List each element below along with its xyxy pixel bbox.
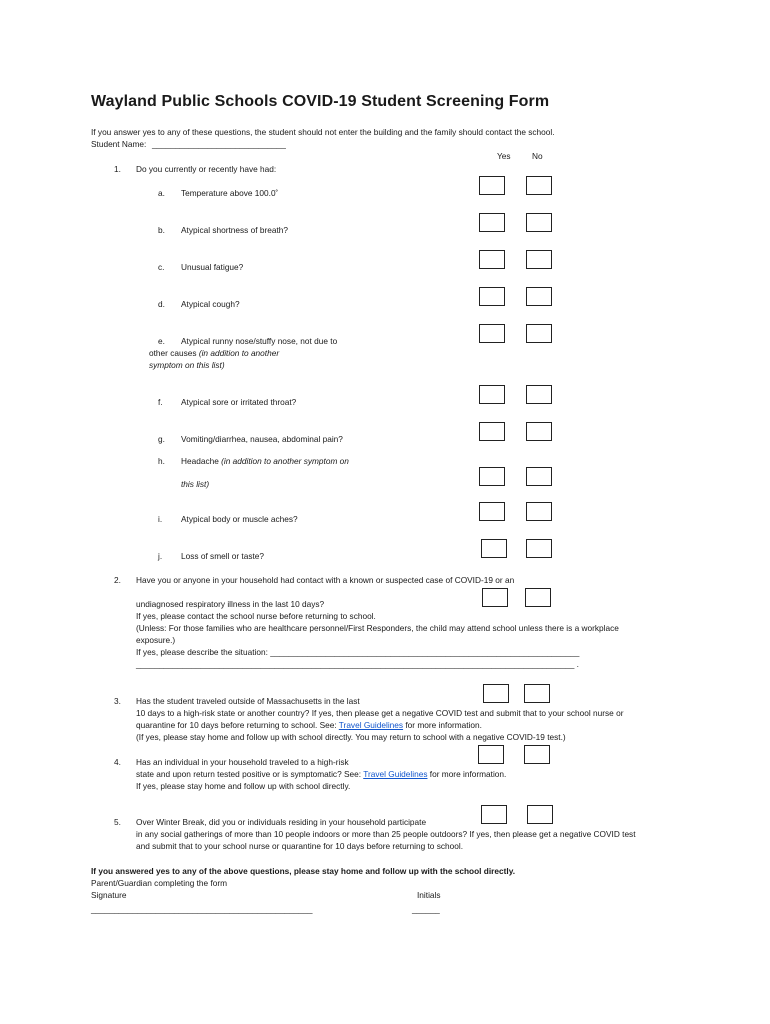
- q1b-yes-checkbox[interactable]: [479, 213, 505, 232]
- q2-line3: If yes, please contact the school nurse before returning to school.: [136, 611, 376, 621]
- q1g-text: Vomiting/diarrhea, nausea, abdominal pain?: [181, 434, 343, 444]
- q3-yes-checkbox[interactable]: [483, 684, 509, 703]
- student-name-field[interactable]: _____________________________: [152, 139, 286, 149]
- q3-travel-guidelines-link[interactable]: Travel Guidelines: [338, 720, 404, 730]
- q3-line2: 10 days to a high-risk state or another country? If yes, then please get a negative COVID test and submit that to your school nurse or: [136, 708, 624, 718]
- q1d-no-checkbox[interactable]: [526, 287, 552, 306]
- q3-line3: quarantine for 10 days before returning to school. See: Travel Guidelines for more information.: [136, 720, 482, 730]
- q5-line1: Over Winter Break, did you or individuals residing in your household participate: [136, 817, 427, 827]
- q1b-text: Atypical shortness of breath?: [181, 225, 288, 235]
- q5-yes-checkbox[interactable]: [481, 805, 507, 824]
- q1g-no-checkbox[interactable]: [526, 422, 552, 441]
- q1b-letter: b.: [158, 225, 165, 235]
- signature-field[interactable]: ________________________________________________: [91, 904, 313, 914]
- q1a-no-checkbox[interactable]: [526, 176, 552, 195]
- q1a-yes-checkbox[interactable]: [479, 176, 505, 195]
- q1e-text-line2: other causes (in addition to another: [149, 348, 280, 358]
- q2-line4: (Unless: For those families who are healthcare personnel/First Responders, the child may attend school unless there is a workplace: [136, 623, 619, 633]
- q1d-letter: d.: [158, 299, 165, 309]
- signature-label: Signature: [91, 890, 127, 900]
- q2-describe-field[interactable]: If yes, please describe the situation: ___________________________________________________________________: [136, 647, 580, 657]
- initials-field[interactable]: ______: [412, 904, 440, 914]
- q1f-letter: f.: [158, 397, 163, 407]
- q5-number: 5.: [114, 817, 121, 827]
- q4-yes-checkbox[interactable]: [478, 745, 504, 764]
- q2-line5: exposure.): [136, 635, 176, 645]
- q2-yes-checkbox[interactable]: [482, 588, 508, 607]
- q1i-yes-checkbox[interactable]: [479, 502, 505, 521]
- q3-line4: (If yes, please stay home and follow up with school directly. You may return to school with a negative COVID-19 test.): [136, 732, 566, 742]
- q1c-no-checkbox[interactable]: [526, 250, 552, 269]
- q1j-yes-checkbox[interactable]: [481, 539, 507, 558]
- q1h-yes-checkbox[interactable]: [479, 467, 505, 486]
- q1e-yes-checkbox[interactable]: [479, 324, 505, 343]
- q5-line3: and submit that to your school nurse or quarantine for 10 days before returning to school.: [136, 841, 463, 851]
- q1h-letter: h.: [158, 456, 165, 466]
- q1i-text: Atypical body or muscle aches?: [181, 514, 298, 524]
- q3-number: 3.: [114, 696, 121, 706]
- q4-line1: Has an individual in your household traveled to a high-risk: [136, 757, 349, 767]
- q1e-letter: e.: [158, 336, 165, 346]
- q1d-text: Atypical cough?: [181, 299, 240, 309]
- q1j-no-checkbox[interactable]: [526, 539, 552, 558]
- q1a-text: Temperature above 100.0˚: [181, 188, 279, 198]
- q2-no-checkbox[interactable]: [525, 588, 551, 607]
- q2-line1: Have you or anyone in your household had contact with a known or suspected case of COVID-19 or an: [136, 575, 515, 585]
- q3-line1: Has the student traveled outside of Massachusetts in the last: [136, 696, 360, 706]
- no-column-header: No: [532, 151, 543, 161]
- q1b-no-checkbox[interactable]: [526, 213, 552, 232]
- q1c-text: Unusual fatigue?: [181, 262, 244, 272]
- q1f-no-checkbox[interactable]: [526, 385, 552, 404]
- q4-line3: If yes, please stay home and follow up with school directly.: [136, 781, 351, 791]
- q5-line2: in any social gatherings of more than 10 people indoors or more than 25 people outdoors? If yes, then please get a negative COVID test: [136, 829, 636, 839]
- intro-text: If you answer yes to any of these questions, the student should not enter the building and the family should contact the school.: [91, 127, 555, 137]
- q4-no-checkbox[interactable]: [524, 745, 550, 764]
- q1g-letter: g.: [158, 434, 165, 444]
- q4-travel-guidelines-link[interactable]: Travel Guidelines: [363, 769, 428, 779]
- form-title: Wayland Public Schools COVID-19 Student Screening Form: [91, 93, 550, 110]
- q1c-letter: c.: [158, 262, 165, 272]
- q1i-no-checkbox[interactable]: [526, 502, 552, 521]
- q4-line2: state and upon return tested positive or is symptomatic? See: Travel Guidelines for more information.: [136, 769, 507, 779]
- q1-text: Do you currently or recently have had:: [136, 164, 277, 174]
- q1h-no-checkbox[interactable]: [526, 467, 552, 486]
- guardian-label: Parent/Guardian completing the form: [91, 878, 228, 888]
- q1i-letter: i.: [158, 514, 163, 524]
- q1h-note-line2: this list): [181, 479, 210, 489]
- q1g-yes-checkbox[interactable]: [479, 422, 505, 441]
- q2-line2: undiagnosed respiratory illness in the last 10 days?: [136, 599, 325, 609]
- q4-number: 4.: [114, 757, 121, 767]
- q5-no-checkbox[interactable]: [527, 805, 553, 824]
- q3-no-checkbox[interactable]: [524, 684, 550, 703]
- yes-column-header: Yes: [497, 151, 511, 161]
- q1-number: 1.: [114, 164, 121, 174]
- q1e-text: Atypical runny nose/stuffy nose, not due to: [181, 336, 338, 346]
- student-name-label: Student Name:: [91, 139, 147, 149]
- q1a-letter: a.: [158, 188, 165, 198]
- q1e-note-line3: symptom on this list): [149, 360, 225, 370]
- q1d-yes-checkbox[interactable]: [479, 287, 505, 306]
- q1e-no-checkbox[interactable]: [526, 324, 552, 343]
- q1f-text: Atypical sore or irritated throat?: [181, 397, 297, 407]
- q1c-yes-checkbox[interactable]: [479, 250, 505, 269]
- q1f-yes-checkbox[interactable]: [479, 385, 505, 404]
- q1j-letter: j.: [158, 551, 163, 561]
- footer-notice: If you answered yes to any of the above questions, please stay home and follow up with the school directly.: [91, 866, 515, 876]
- q2-number: 2.: [114, 575, 121, 585]
- initials-label: Initials: [417, 890, 441, 900]
- q1j-text: Loss of smell or taste?: [181, 551, 265, 561]
- q1h-text: Headache (in addition to another symptom on: [181, 456, 349, 466]
- q2-describe-field-line2[interactable]: _______________________________________________________________________________________________ .: [136, 659, 579, 669]
